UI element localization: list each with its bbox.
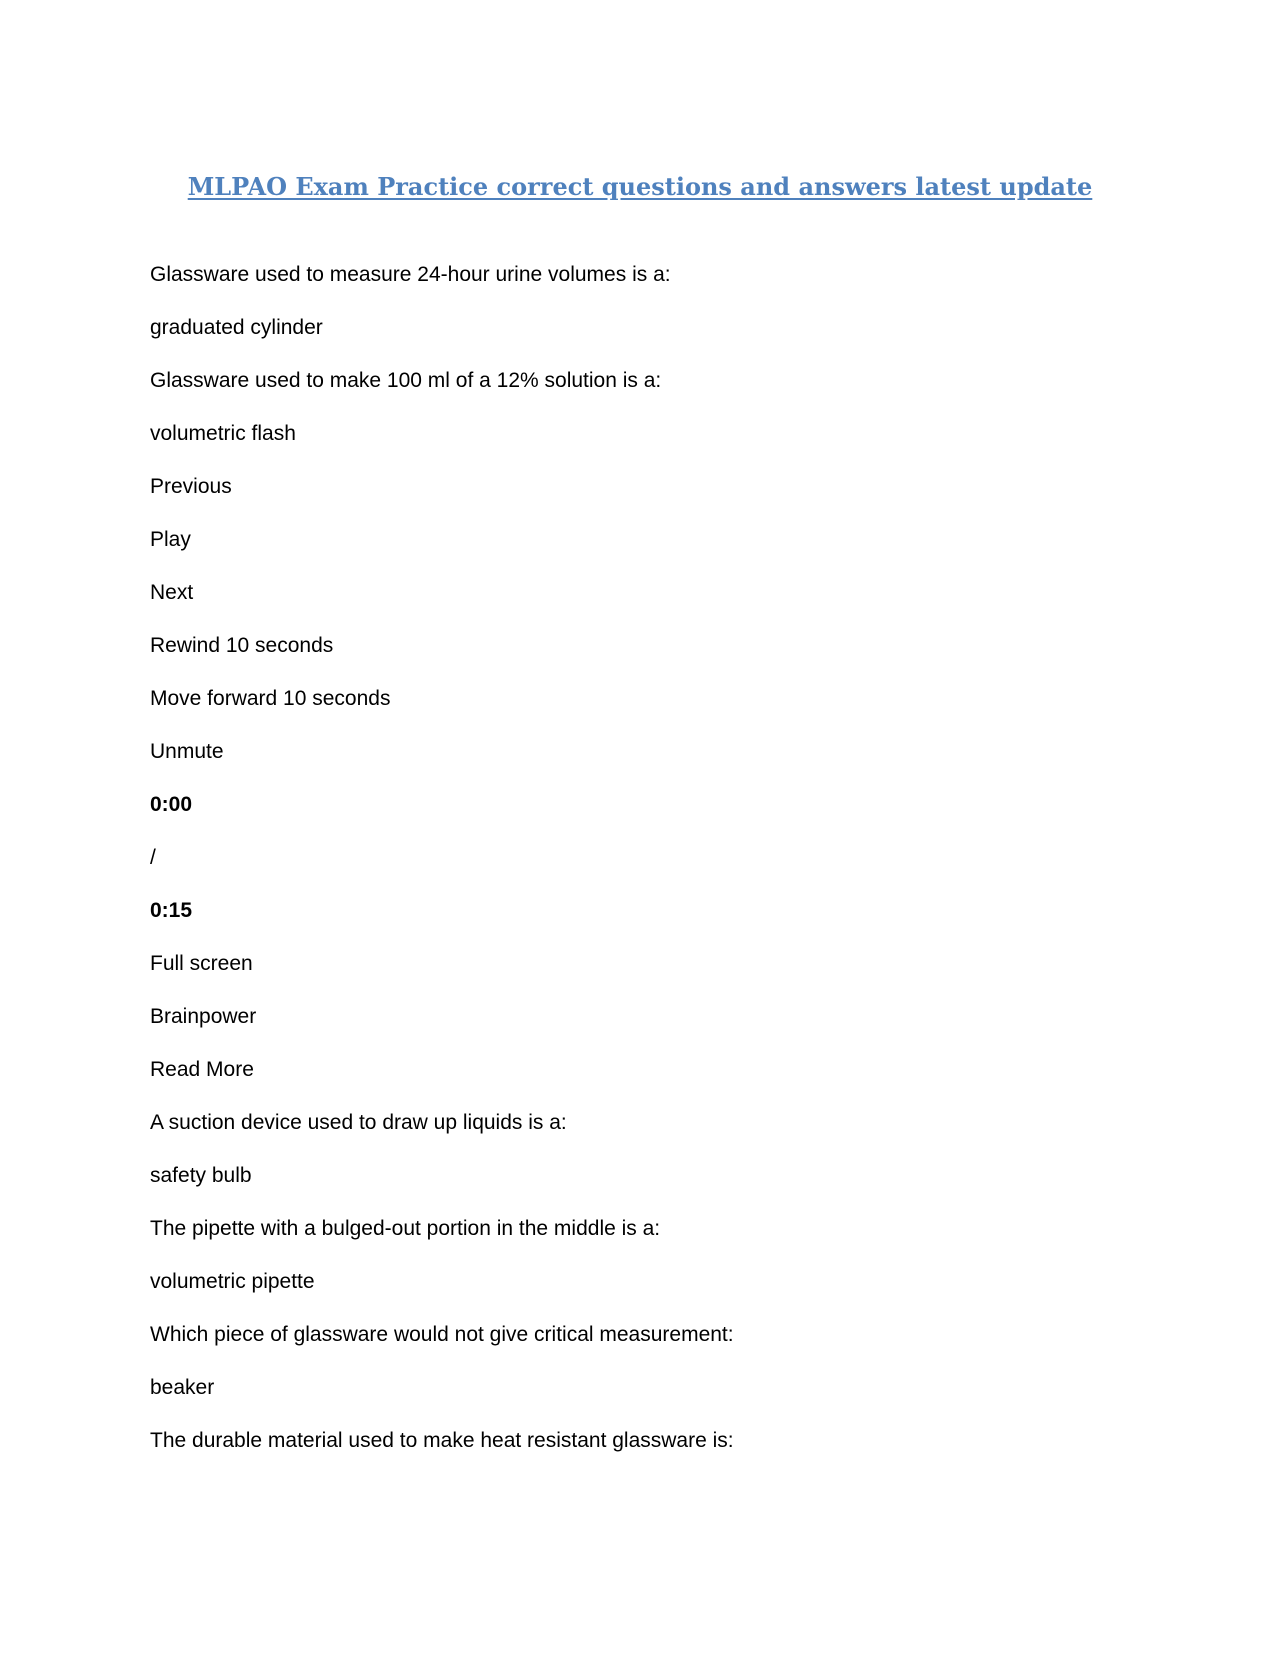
- answer-text: beaker: [150, 1376, 215, 1399]
- document-title: MLPAO Exam Practice correct questions and answers latest update: [187, 172, 1093, 201]
- player-label-previous: Previous: [150, 475, 232, 498]
- document-body: [150, 262, 1150, 1481]
- question-text: Glassware used to make 100 ml of a 12% solution is a:: [150, 369, 662, 392]
- player-label-unmute: Unmute: [150, 740, 224, 763]
- player-label-fullscreen: Full screen: [150, 952, 253, 975]
- player-label-next: Next: [150, 581, 194, 604]
- player-label-play: Play: [150, 528, 191, 551]
- player-current-time: 0:00: [150, 793, 193, 816]
- question-text: The durable material used to make heat resistant glassware is:: [150, 1429, 734, 1452]
- question-text: Which piece of glassware would not give critical measurement:: [150, 1323, 734, 1346]
- player-label-forward: Move forward 10 seconds: [150, 687, 391, 710]
- question-text: The pipette with a bulged-out portion in the middle is a:: [150, 1217, 661, 1240]
- answer-text: safety bulb: [150, 1164, 252, 1187]
- player-duration: 0:15: [150, 899, 193, 922]
- read-more-label: Read More: [150, 1058, 254, 1081]
- player-time-separator: /: [150, 846, 156, 869]
- question-text: A suction device used to draw up liquids is a:: [150, 1111, 567, 1134]
- answer-text: volumetric pipette: [150, 1270, 315, 1293]
- answer-text: volumetric flash: [150, 422, 296, 445]
- brainpower-label: Brainpower: [150, 1005, 257, 1028]
- question-text: Glassware used to measure 24-hour urine volumes is a:: [150, 263, 671, 286]
- answer-text: graduated cylinder: [150, 316, 323, 339]
- player-label-rewind: Rewind 10 seconds: [150, 634, 334, 657]
